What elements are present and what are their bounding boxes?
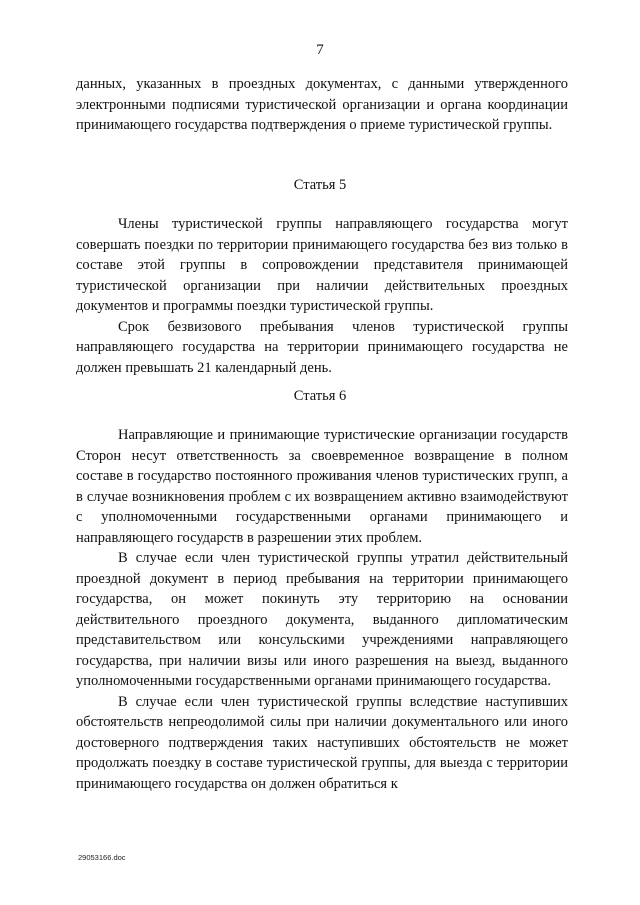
article-5-paragraph-2: Срок безвизового пребывания членов туристической группы направляющего государства на территории принимающего государства не должен превышать 21 календарный день. (76, 318, 568, 376)
article-6-paragraph-1: Направляющие и принимающие туристические организации государств Сторон несут ответственность за своевременное возвращение в полном составе в государство постоянного проживания членов туристических групп, а в случае возникновения проблем с их возвращением активно взаимодействуют с уполномоченными государственными органами принимающего и направляющего государств в разрешении этих проблем. (76, 427, 568, 546)
document-filename: 29053166.doc (78, 853, 126, 862)
article-6-body (76, 425, 568, 794)
article-5-title: Статья 5 (293, 177, 347, 193)
article-6-title: Статья 6 (293, 388, 347, 404)
continuation-text (76, 74, 568, 136)
page-number: 7 (316, 42, 324, 58)
article-6-paragraph-2: В случае если член туристической группы утратил действительный проездной документ в период пребывания на территории принимающего государства, он может покинуть эту территорию на основании действительного проездного документа, выданного дипломатическим представительством или консульскими учреждениями направляющего государства, при наличии визы или иного разрешения на выезд, выданного уполномоченными государственными органами принимающего государства. (76, 550, 568, 689)
article-5-body (76, 214, 568, 378)
continuation-paragraph: данных, указанных в проездных документах, с данными утвержденного электронными подписями туристической организации и органа координации принимающего государства подтверждения о приеме туристической группы. (76, 76, 568, 133)
article-6-paragraph-3: В случае если член туристической группы вследствие наступивших обстоятельств непреодолимой силы при наличии документального или иного достоверного подтверждения таких наступивших обстоятельств не может продолжать поездку в составе туристической группы, для выезда с территории принимающего государства он должен обратиться к (76, 693, 568, 792)
article-5-paragraph-1: Члены туристической группы направляющего государства могут совершать поездки по территории принимающего государства без виз только в составе этой группы в сопровождении представителя принимающей туристической организации при наличии действительных проездных документов и программы поездки туристической группы. (76, 216, 568, 314)
